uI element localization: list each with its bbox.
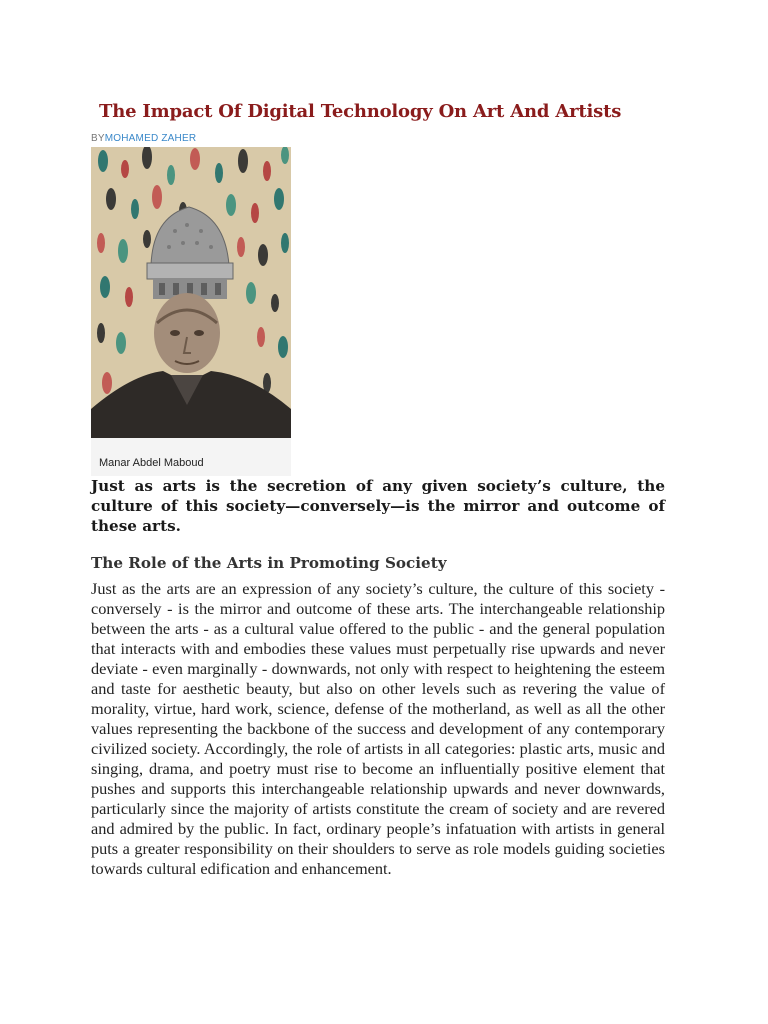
article-image [91,147,291,438]
article-figure [91,147,291,476]
byline [91,133,196,144]
section-heading: The Role of the Arts in Promoting Society [91,554,447,572]
article-lead: Just as arts is the secretion of any given society’s culture, the culture of this society—conversely—is the mirror and outcome of these arts. [91,477,665,535]
article-title: The Impact Of Digital Technology On Art And Artists [99,101,622,122]
author-link[interactable]: MOHAMED ZAHER [104,133,197,144]
article-body: Just as the arts are an expression of any society’s culture, the culture of this society - conversely - is the mirror and outcome of these arts. The interchangeable relationship between the arts - as a cultural value offered to the public - and the general population that interacts with and embodies these values must perpetually rise upwards and never deviate - even marginally - downwards, not only with respect to heightening the esteem and taste for aesthetic beauty, but also on other levels such as revering the value of morality, virtue, hard work, science, defense of the motherland, as well as all the other values representing the backbone of the success and development of any contemporary civilized society. Accordingly, the role of artists in all categories: plastic arts, music and singing, drama, and poetry must rise to become an influentially positive element that pushes and supports this interchangeable relationship upwards and never downwards, particularly since the majority of artists constitute the cream of society and are revered and admired by the public. In fact, ordinary people’s infatuation with artists in general puts a greater responsibility on their shoulders to serve as role models guiding societies towards cultural edification and enhancement. [91,579,665,878]
image-caption: Manar Abdel Maboud [99,457,204,469]
byline-prefix: BY [91,133,105,144]
